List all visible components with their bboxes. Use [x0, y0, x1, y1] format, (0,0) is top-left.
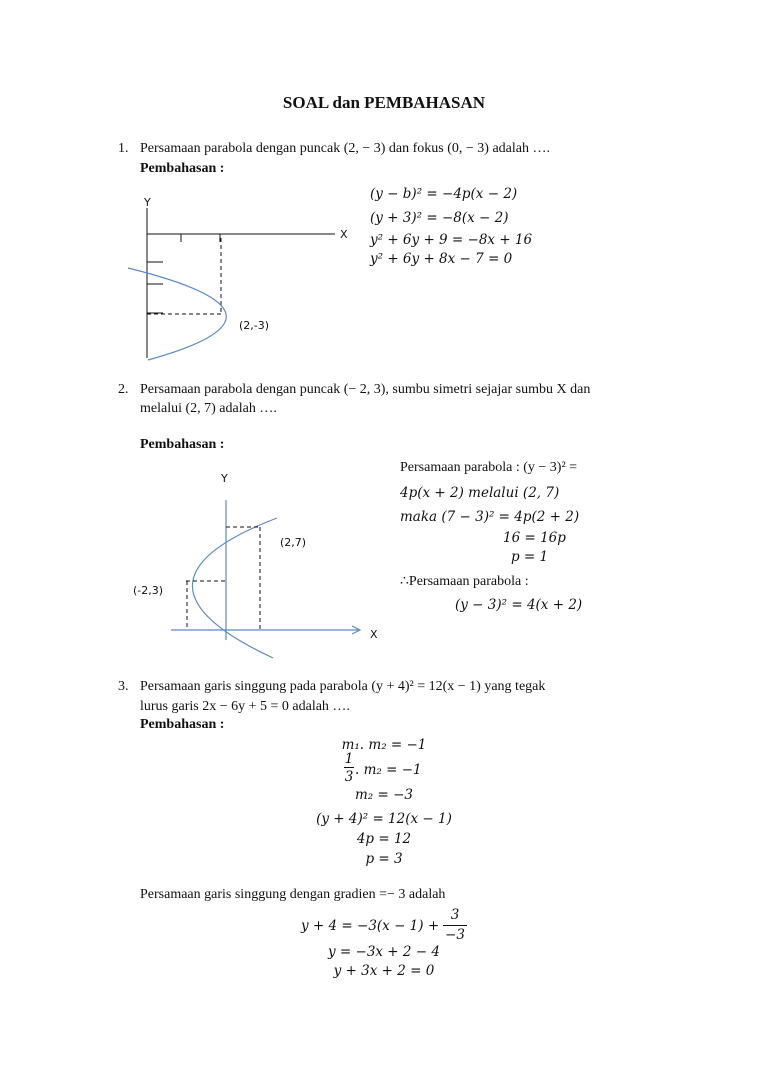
- problem-1-question: Persamaan parabola dengan puncak (2, − 3) dan fokus (0, − 3) adalah ….: [140, 141, 550, 156]
- p3-step-4: (y + 4)² = 12(x − 1): [316, 811, 452, 827]
- p3-gradient-step-2: y = −3x + 2 − 4: [327, 944, 440, 960]
- p1-step-1: (y − b)² = −4p(x − 2): [370, 186, 518, 202]
- p2-step-7: (y − 3)² = 4(x + 2): [455, 597, 583, 613]
- p3-gradient-step-1-left: y + 4 = −3(x − 1) +: [301, 918, 440, 934]
- p3-fraction-numerator: 1: [344, 751, 354, 767]
- problem-1-number: 1.: [118, 141, 129, 156]
- p2-parabola-curve: [192, 518, 277, 658]
- p3-step-6: p = 3: [365, 851, 403, 867]
- p3-gradient-text: Persamaan garis singgung dengan gradien =− 3 adalah: [140, 887, 446, 902]
- p1-y-label: Y: [144, 196, 151, 209]
- p1-x-label: X: [340, 228, 348, 241]
- p2-step-2: 4p(x + 2) melalui (2, 7): [400, 485, 560, 501]
- p2-step-6: ∴Persamaan parabola :: [400, 574, 529, 589]
- p2-step-1: Persamaan parabola : (y − 3)² =: [400, 460, 578, 475]
- problem-3-pembahasan-label: Pembahasan :: [140, 717, 225, 732]
- p1-step-4: y² + 6y + 8x − 7 = 0: [370, 251, 513, 267]
- p3-fraction-bar: [344, 767, 354, 768]
- p3-step-1: m₁. m₂ = −1: [341, 737, 427, 753]
- p2-step-5: p = 1: [511, 549, 549, 565]
- p2-x-label: X: [370, 628, 378, 641]
- problem-2-number: 2.: [118, 382, 129, 397]
- p3-step-2-rest: . m₂ = −1: [355, 762, 422, 778]
- p2-y-label: Y: [221, 472, 228, 485]
- p3-gradient-step-3: y + 3x + 2 = 0: [333, 963, 435, 979]
- p2-point-b-label: (-2,3): [133, 584, 164, 597]
- problem-3-number: 3.: [118, 679, 129, 694]
- problem-2-pembahasan-label: Pembahasan :: [140, 437, 225, 452]
- p3-step-5: 4p = 12: [356, 831, 412, 847]
- page-title: SOAL dan PEMBAHASAN: [282, 93, 486, 112]
- problem-1-pembahasan-label: Pembahasan :: [140, 161, 225, 176]
- p3-fraction-denominator: 3: [344, 769, 354, 785]
- p1-point-label: (2,-3): [239, 319, 270, 332]
- p3-step-3: m₂ = −3: [354, 787, 413, 803]
- p3-gradient-fraction-bar: [443, 925, 467, 926]
- problem-3-question-line1: Persamaan garis singgung pada parabola (y + 4)² = 12(x − 1) yang tegak: [140, 679, 546, 694]
- p2-point-a-label: (2,7): [280, 536, 307, 549]
- problem-2-question-line1: Persamaan parabola dengan puncak (− 2, 3), sumbu simetri sejajar sumbu X dan: [140, 382, 591, 397]
- problem-3-question-line2: lurus garis 2x − 6y + 5 = 0 adalah ….: [140, 699, 350, 714]
- p1-step-3: y² + 6y + 9 = −8x + 16: [370, 232, 533, 248]
- p3-gradient-fraction-denominator: −3: [445, 927, 465, 943]
- p2-step-4: 16 = 16p: [503, 530, 566, 546]
- p2-step-3: maka (7 − 3)² = 4p(2 + 2): [400, 509, 580, 525]
- p3-gradient-fraction-numerator: 3: [450, 907, 460, 923]
- problem-2-question-line2: melalui (2, 7) adalah ….: [140, 401, 277, 416]
- p1-step-2: (y + 3)² = −8(x − 2): [370, 210, 509, 226]
